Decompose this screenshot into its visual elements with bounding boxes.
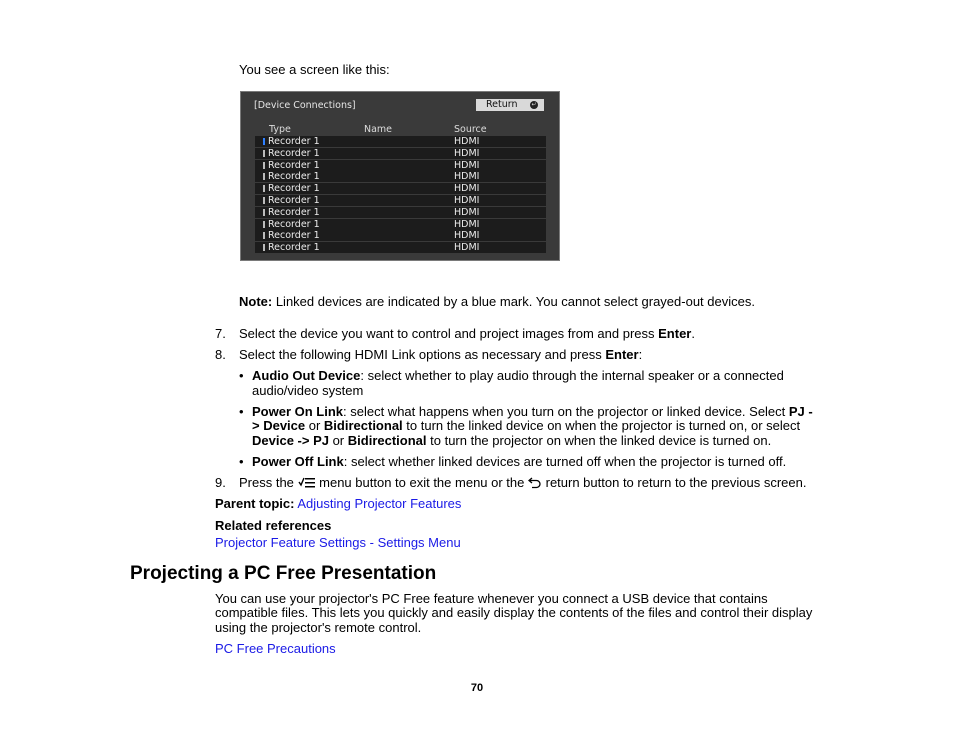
column-name: Name	[364, 124, 393, 135]
unlinked-mark-icon	[263, 232, 265, 239]
bullet-mark: •	[239, 454, 244, 469]
step-9-text: Press the	[239, 475, 298, 490]
device-row	[255, 230, 546, 241]
related-link-wrap	[215, 535, 461, 550]
note	[239, 294, 755, 309]
step-number: 7.	[215, 326, 226, 341]
device-source: HDMI	[454, 206, 480, 218]
device-row	[255, 183, 546, 194]
device-row	[255, 195, 546, 206]
step-7-key: Enter	[658, 326, 692, 341]
bullet-audio-out-cont: audio/video system	[252, 383, 364, 398]
unlinked-mark-icon	[263, 244, 265, 251]
bullet-mark: •	[239, 368, 244, 383]
device-type: Recorder 1	[268, 183, 320, 195]
device-type: Recorder 1	[268, 194, 320, 206]
device-type: Recorder 1	[268, 206, 320, 218]
bullet-power-on-line2	[252, 418, 800, 433]
bullet-power-on-line3	[252, 433, 771, 448]
return-icon: ↵	[531, 101, 537, 108]
audio-out-term: Audio Out Device	[252, 368, 361, 383]
bullet-audio-out	[252, 368, 784, 383]
screen-title: [Device Connections]	[254, 100, 356, 111]
unlinked-mark-icon	[263, 162, 265, 169]
device-source: HDMI	[454, 242, 480, 254]
section-paragraph-line2: compatible files. This lets you quickly and easily display the contents of the files and control their display	[215, 605, 813, 620]
power-on-text-2: to turn the linked device on when the projector is turned on, or select	[402, 418, 801, 433]
power-on-text: : select what happens when you turn on the projector or linked device. Select	[343, 404, 789, 419]
note-text: Linked devices are indicated by a blue mark. You cannot select grayed-out devices.	[272, 294, 755, 309]
unlinked-mark-icon	[263, 173, 265, 180]
parent-topic-label: Parent topic:	[215, 496, 295, 511]
parent-topic-link[interactable]: Adjusting Projector Features	[297, 496, 462, 511]
step-9-text-2: menu button to exit the menu or the	[315, 475, 528, 490]
bullet-mark: •	[239, 404, 244, 419]
device-row	[255, 148, 546, 159]
return-icon	[528, 476, 542, 489]
device-source: HDMI	[454, 183, 480, 195]
unlinked-mark-icon	[263, 197, 265, 204]
bidirectional-term: Bidirectional	[323, 418, 403, 433]
step-7-text: Select the device you want to control and project images from and press	[239, 326, 659, 341]
bullet-power-off	[252, 454, 786, 469]
bidirectional-term: Bidirectional	[347, 433, 427, 448]
linked-mark-icon	[263, 138, 265, 145]
step-number: 9.	[215, 475, 226, 490]
step-7	[239, 326, 695, 341]
step-8-text: Select the following HDMI Link options as necessary and press	[239, 347, 606, 362]
device-type: Recorder 1	[268, 242, 320, 254]
bullet-power-on-line1	[252, 404, 813, 419]
column-type: Type	[269, 124, 291, 135]
device-row	[255, 207, 546, 218]
power-on-text-3: to turn the projector on when the linked device is turned on.	[426, 433, 772, 448]
return-label: Return	[486, 99, 518, 110]
related-label-text: Related references	[215, 518, 332, 533]
device-connections-screenshot	[240, 91, 560, 261]
audio-out-text: : select whether to play audio through the internal speaker or a connected	[360, 368, 784, 383]
section-paragraph-line3: using the projector's remote control.	[215, 620, 422, 635]
unlinked-mark-icon	[263, 185, 265, 192]
device-type: Recorder 1	[268, 159, 320, 171]
section-title: Projecting a PC Free Presentation	[130, 563, 437, 584]
or-text: or	[328, 433, 348, 448]
unlinked-mark-icon	[263, 221, 265, 228]
device-row	[255, 242, 546, 253]
return-button	[476, 99, 544, 111]
step-9	[239, 475, 806, 490]
device-type: Recorder 1	[268, 136, 320, 147]
device-source: HDMI	[454, 136, 480, 147]
step-number: 8.	[215, 347, 226, 362]
device-pj-term: Device -> PJ	[252, 433, 329, 448]
unlinked-mark-icon	[263, 150, 265, 157]
pc-free-link-wrap	[215, 641, 336, 656]
step-8-end: :	[638, 347, 643, 362]
device-source: HDMI	[454, 230, 480, 242]
device-type: Recorder 1	[268, 147, 320, 159]
step-9-text-3: return button to return to the previous screen.	[542, 475, 807, 490]
power-off-term: Power Off Link	[252, 454, 344, 469]
or-text: or	[305, 418, 324, 433]
device-row	[255, 136, 546, 147]
page-number: 70	[470, 682, 484, 694]
parent-topic	[215, 496, 461, 511]
power-off-text: : select whether linked devices are turned off when the projector is turned off.	[343, 454, 787, 469]
pj-device-term: PJ -	[788, 404, 813, 419]
device-type: Recorder 1	[268, 218, 320, 230]
device-source: HDMI	[454, 159, 480, 171]
section-paragraph-line1: You can use your projector's PC Free feature whenever you connect a USB device that contains	[215, 591, 768, 606]
device-source: HDMI	[454, 171, 480, 183]
column-source: Source	[454, 124, 487, 135]
device-row	[255, 160, 546, 171]
step-8	[239, 347, 642, 362]
step-7-end: .	[691, 326, 695, 341]
device-list	[255, 136, 546, 254]
device-source: HDMI	[454, 218, 480, 230]
note-label: Note:	[239, 294, 273, 309]
settings-menu-link[interactable]: Projector Feature Settings - Settings Menu	[215, 535, 461, 550]
device-row	[255, 219, 546, 230]
menu-icon	[298, 476, 316, 489]
device-type: Recorder 1	[268, 171, 320, 183]
pj-device-term-cont: > Device	[252, 418, 306, 433]
device-type: Recorder 1	[268, 230, 320, 242]
power-on-term: Power On Link	[252, 404, 344, 419]
pc-free-precautions-link[interactable]: PC Free Precautions	[215, 641, 336, 656]
unlinked-mark-icon	[263, 209, 265, 216]
device-source: HDMI	[454, 147, 480, 159]
related-references-label	[215, 518, 331, 533]
device-row	[255, 171, 546, 182]
step-8-key: Enter	[605, 347, 639, 362]
intro-text: You see a screen like this:	[239, 62, 390, 77]
device-source: HDMI	[454, 194, 480, 206]
